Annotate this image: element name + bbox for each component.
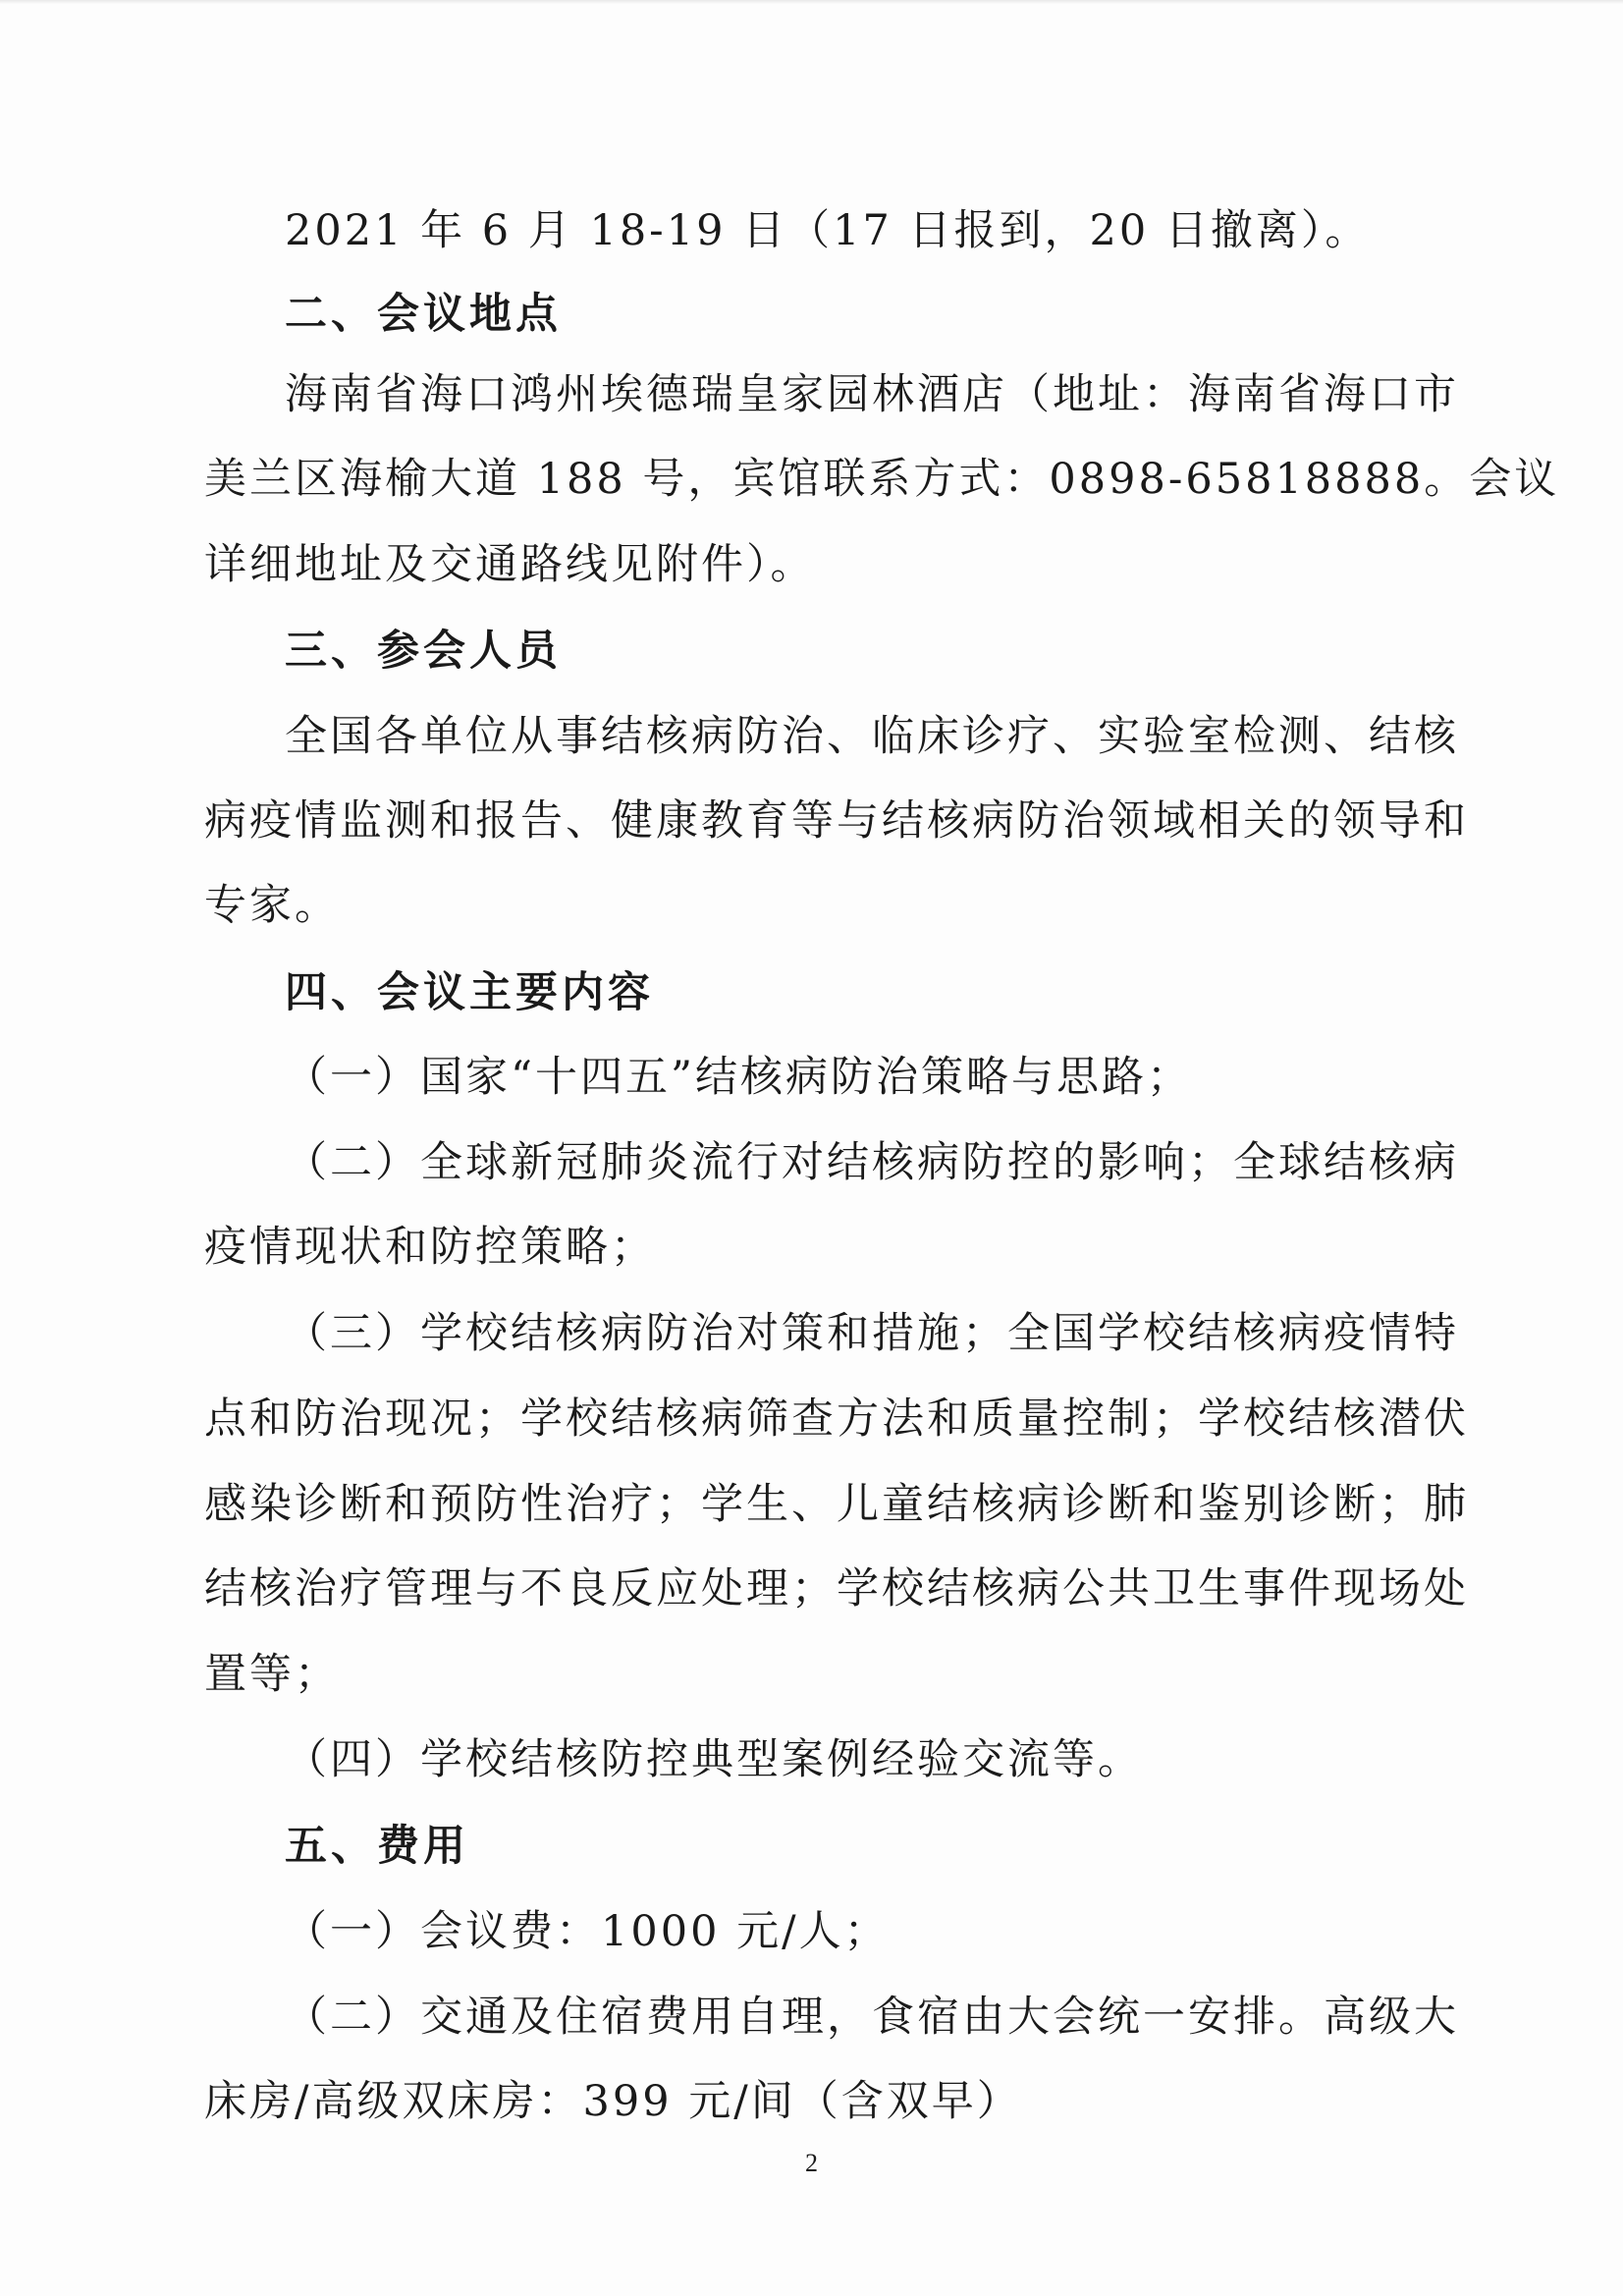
content-item-3-line-3: 感染诊断和预防性治疗；学生、儿童结核病诊断和鉴别诊断；肺 xyxy=(204,1480,1469,1529)
fee-item-1: （一）会议费：1000 元/人； xyxy=(285,1907,890,1956)
meeting-date-line: 2021 年 6 月 18-19 日（17 日报到，20 日撤离）。 xyxy=(285,206,1371,255)
venue-text-line-2: 美兰区海榆大道 188 号，宾馆联系方式：0898-65818888。会议 xyxy=(204,455,1560,504)
content-item-3-line-2: 点和防治现况；学校结核病筛查方法和质量控制；学校结核潜伏 xyxy=(204,1394,1469,1444)
content-item-2-line-2: 疫情现状和防控策略； xyxy=(204,1223,656,1272)
content-item-4: （四）学校结核防控典型案例经验交流等。 xyxy=(285,1735,1143,1784)
content-item-2-line-1: （二）全球新冠肺炎流行对结核病防控的影响；全球结核病 xyxy=(285,1138,1459,1187)
content-item-3-line-1: （三）学校结核病防治对策和措施；全国学校结核病疫情特 xyxy=(285,1309,1459,1358)
heading-participants: 三、参会人员 xyxy=(285,627,562,676)
content-item-3-line-4: 结核治疗管理与不良反应处理；学校结核病公共卫生事件现场处 xyxy=(204,1564,1469,1613)
scan-edge xyxy=(0,0,1623,4)
heading-main-content: 四、会议主要内容 xyxy=(285,968,654,1017)
page-number: 2 xyxy=(805,2149,818,2177)
participants-text-line-3: 专家。 xyxy=(204,881,340,930)
fee-item-2-line-2: 床房/高级双床房：399 元/间（含双早） xyxy=(204,2077,1022,2126)
venue-text-line-3: 详细地址及交通路线见附件）。 xyxy=(204,540,816,589)
heading-venue: 二、会议地点 xyxy=(285,290,562,339)
venue-text-line-1: 海南省海口鸿州埃德瑞皇家园林酒店（地址：海南省海口市 xyxy=(285,370,1459,419)
participants-text-line-2: 病疫情监测和报告、健康教育等与结核病防治领域相关的领导和 xyxy=(204,796,1469,846)
fee-item-2-line-1: （二）交通及住宿费用自理，食宿由大会统一安排。高级大 xyxy=(285,1993,1459,2042)
content-item-3-line-5: 置等； xyxy=(204,1650,340,1699)
content-item-1: （一）国家“十四五”结核病防治策略与思路； xyxy=(285,1053,1192,1102)
participants-text-line-1: 全国各单位从事结核病防治、临床诊疗、实验室检测、结核 xyxy=(285,712,1459,761)
heading-fees: 五、费用 xyxy=(285,1822,469,1871)
